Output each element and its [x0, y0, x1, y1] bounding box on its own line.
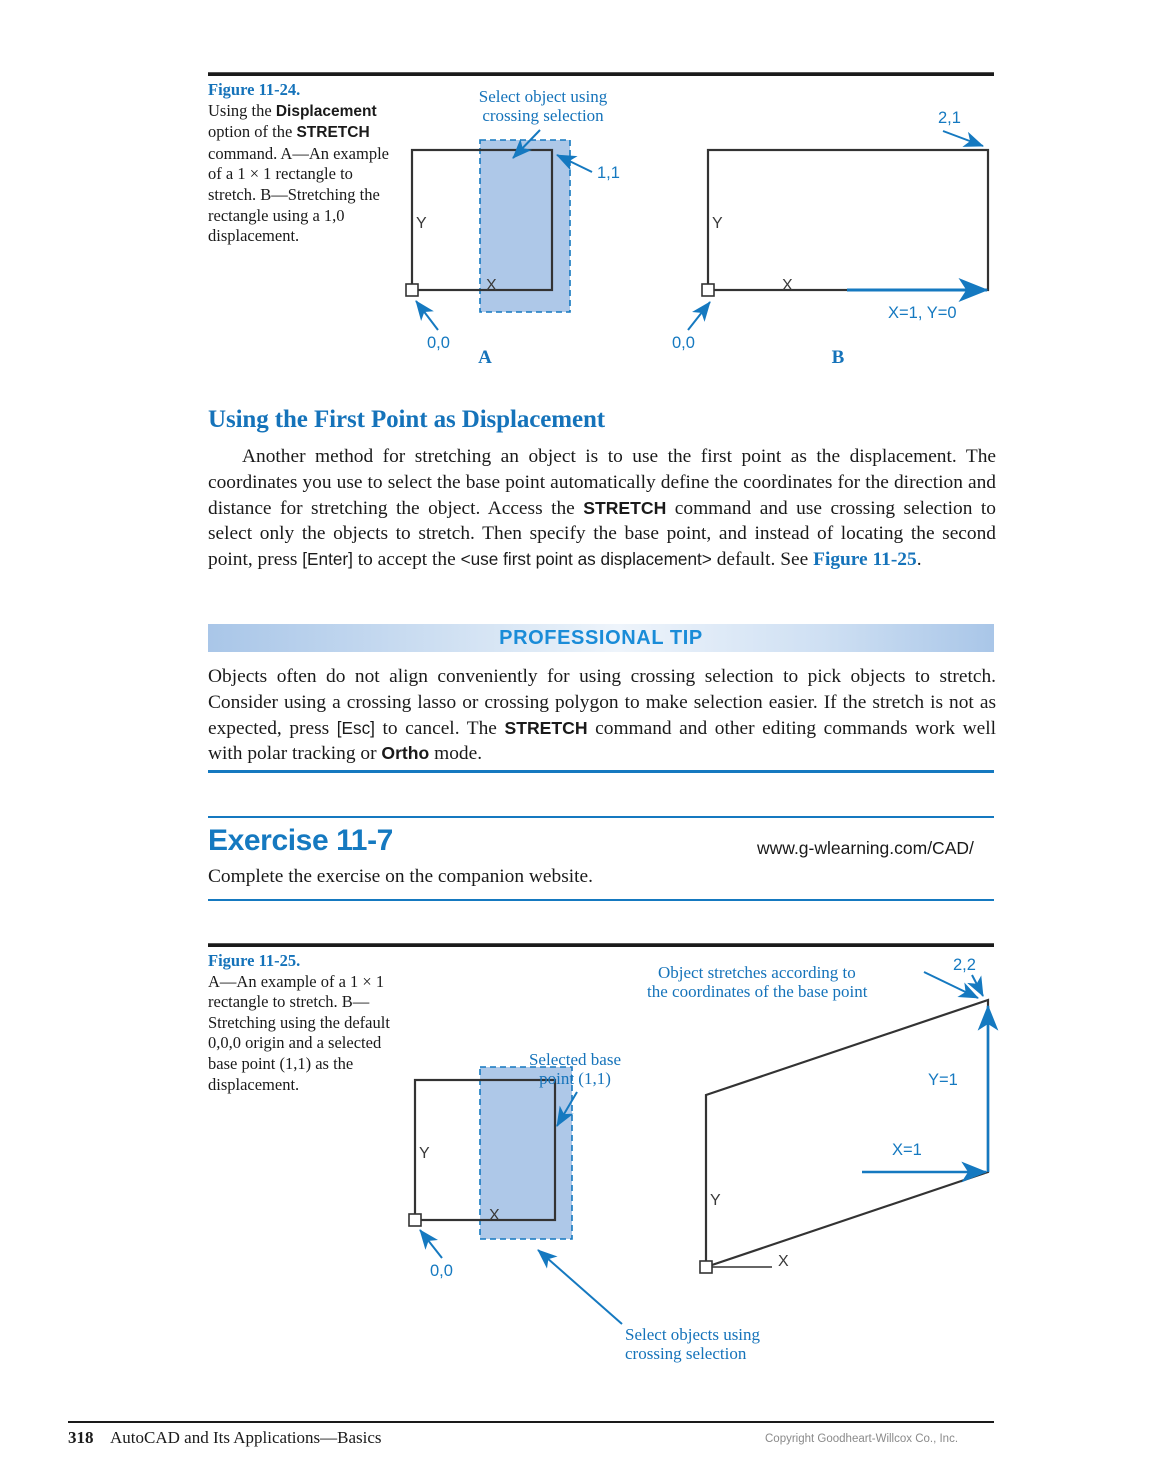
origin-marker-a: [406, 284, 418, 296]
figure-11-25-caption-text: A—An example of a 1 × 1 rectangle to stretch. B—Stretching using the default 0,0,0 origin and a selected base point (1,1) as the displacement.: [208, 971, 390, 1094]
exercise-body-text: Complete the exercise on the companion website.: [208, 866, 594, 887]
footer-rule: [68, 1421, 994, 1423]
callout-crossing-line1-a: Select object using: [478, 87, 608, 106]
figure-11-25-caption: [208, 951, 394, 1095]
callout-crossing-25-line1: Select objects using: [625, 1325, 761, 1344]
label-2-2: 2,2: [953, 956, 976, 974]
callout-crossing-25-line2: crossing selection: [625, 1344, 747, 1363]
figure-11-24-caption-text3: command. A—An example of a 1 × 1 rectangle to stretch. B—Stretching the rectangle using a 1,0 displacement.: [208, 143, 390, 246]
label-displacement: X=1, Y=0: [888, 304, 957, 322]
callout-crossing-line2-a: crossing selection: [482, 106, 604, 125]
inline-esc-key: [Esc]: [336, 717, 375, 738]
professional-tip-bottom-rule: [208, 770, 994, 773]
axis-label-x-25b: X: [778, 1253, 789, 1270]
label-origin-b: 0,0: [672, 334, 695, 352]
figure-11-25-number: Figure 11-25.: [208, 951, 301, 970]
exercise-top-rule: [208, 816, 994, 818]
figure-11-24-diagram: [400, 78, 1010, 368]
axis-label-y-25a: Y: [419, 1145, 430, 1162]
exercise-title: Exercise 11-7: [208, 824, 393, 857]
figure-11-25-top-rule: [208, 943, 994, 947]
rectangle-object-b: [708, 150, 988, 290]
figure-11-24-caption-bold1: Displacement: [275, 102, 377, 120]
axis-label-x-25a: X: [489, 1207, 500, 1224]
section-paragraph: Another method for stretching an object is to use the first point as the displacement. The coordinates you use to select the base point automatically define the coordinates for the direction and distance for stretching the object. Access the STRETCH command and use crossing selection to select only the objects to stretch. Then specify the base point, and instead of locating the second point, press [Enter] to accept the <use first point as displacement> default. See Figure 11-25.: [208, 446, 996, 571]
origin-marker-25a: [409, 1214, 421, 1226]
callout-base-point-line1: Selected base: [528, 1050, 622, 1069]
inline-stretch-command: STRETCH: [583, 497, 667, 518]
callout-crossing-25-leader: [538, 1250, 622, 1324]
figure-11-24-caption-bold2: STRETCH: [296, 124, 370, 142]
label-origin-a-leader: [416, 301, 438, 330]
inline-default-prompt: <use first point as displacement>: [460, 549, 712, 570]
label-x1: X=1: [892, 1141, 922, 1159]
axis-label-y-25b: Y: [710, 1192, 721, 1209]
axis-label-y-b: Y: [712, 215, 723, 232]
label-origin-25a-leader: [420, 1230, 442, 1258]
figure-11-25-diagram: [400, 950, 1010, 1370]
figure-11-24-top-rule: [208, 72, 994, 76]
axis-label-x-b: X: [782, 277, 793, 294]
label-origin-25a: 0,0: [430, 1262, 453, 1280]
label-2-1-leader: [943, 131, 983, 146]
panel-label-a: A: [478, 347, 492, 368]
figure-11-24-caption-text1: Using the: [208, 100, 276, 120]
inline-figure-reference: Figure 11-25: [813, 549, 917, 571]
exercise-url[interactable]: www.g-wlearning.com/CAD/: [757, 838, 974, 858]
professional-tip-body: Objects often do not align conveniently for using crossing selection to pick objects to stretch. Consider using a crossing lasso or crossing polygon to make selection easier. If the stretch is not as expected, press [Esc] to cancel. The STRETCH command and other editing commands work well with polar tracking or Ortho mode.: [208, 666, 996, 765]
label-1-1: 1,1: [597, 164, 620, 182]
footer-book-title: AutoCAD and Its Applications—Basics: [110, 1428, 382, 1447]
page-section-heading: Using the First Point as Displacement: [208, 406, 605, 433]
label-origin-b-leader: [688, 302, 710, 330]
label-y1: Y=1: [928, 1071, 958, 1089]
origin-marker-b: [702, 284, 714, 296]
callout-stretch-line2: the coordinates of the base point: [647, 982, 868, 1001]
exercise-bottom-rule: [208, 899, 994, 901]
axis-label-y-a: Y: [416, 215, 427, 232]
axis-label-x-a: X: [486, 277, 497, 294]
inline-ortho-mode: Ortho: [381, 743, 430, 764]
inline-enter-key: [Enter]: [302, 549, 353, 570]
callout-stretch-leader: [924, 972, 978, 998]
label-2-2-leader: [972, 975, 983, 996]
figure-11-24-number: Figure 11-24.: [208, 80, 301, 99]
label-origin-a: 0,0: [427, 334, 450, 352]
professional-tip-title: PROFESSIONAL TIP: [499, 626, 703, 649]
footer-page-number: 318: [68, 1428, 94, 1447]
panel-label-b: B: [831, 347, 845, 368]
professional-tip-banner: [208, 624, 994, 652]
figure-11-24-caption-text2: option of the: [208, 122, 297, 142]
footer-copyright: Copyright Goodheart-Willcox Co., Inc.: [765, 1433, 959, 1445]
parallelogram-object-25b: [706, 1000, 988, 1267]
callout-base-point-line2: point (1,1): [539, 1069, 611, 1088]
inline-tip-stretch-command: STRETCH: [504, 717, 588, 738]
callout-stretch-line1: Object stretches according to: [658, 963, 856, 982]
origin-marker-25b: [700, 1261, 712, 1273]
figure-11-24-caption: [208, 80, 394, 247]
label-2-1: 2,1: [938, 109, 961, 127]
